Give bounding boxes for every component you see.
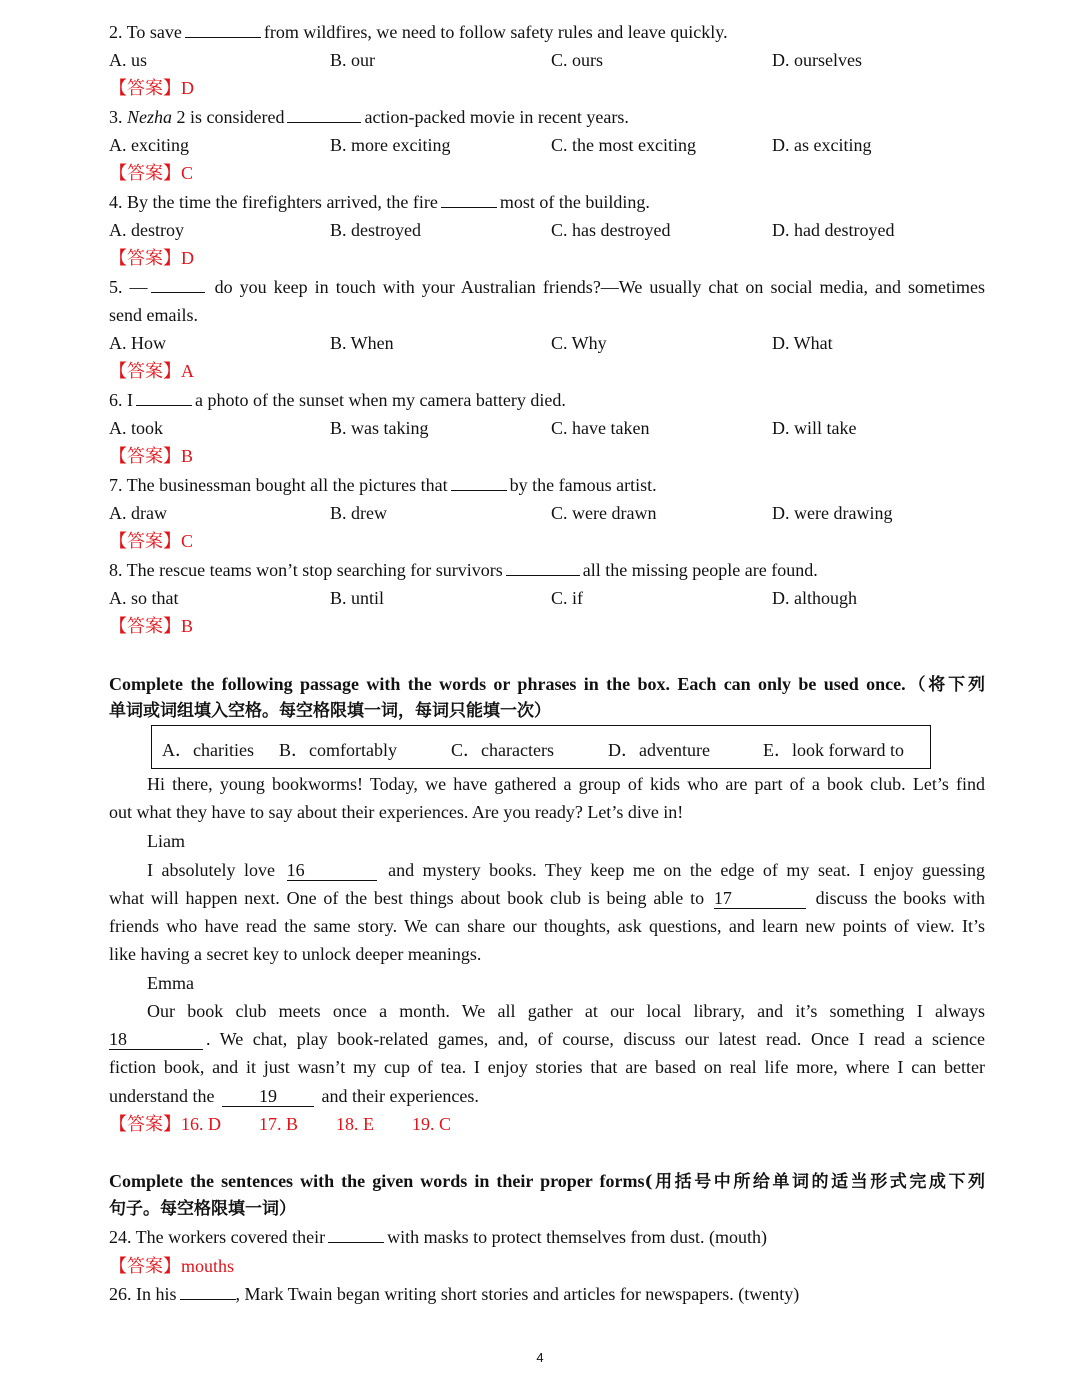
question-text: all the missing people are found. [582, 560, 818, 580]
option-c: C. Why [551, 333, 607, 353]
answer-blank [136, 389, 192, 406]
question-text: 6. I [109, 390, 133, 410]
question-text: do you keep in touch with your Australian friends?—We usually chat on social media, and sometimes [214, 277, 986, 297]
word-option-b: B．comfortably [279, 740, 397, 760]
question-text: a photo of the sunset when my camera battery died. [195, 390, 566, 410]
movie-title: Nezha [127, 107, 172, 127]
option-b: B. our [330, 50, 375, 70]
option-c: C. have taken [551, 418, 650, 438]
option-b: B. destroyed [330, 220, 421, 240]
question-text: 2 is considered [176, 107, 285, 127]
option-b: B. drew [330, 503, 387, 523]
question-text: 5. — [109, 277, 148, 297]
speaker-name: Emma [147, 973, 194, 993]
passage-line [109, 886, 985, 910]
question-7 [109, 473, 657, 497]
option-a: A. destroy [109, 220, 184, 240]
answer-key: 【答案】D [109, 248, 194, 268]
option-d: D. will take [772, 418, 857, 438]
blank-19: 19 [222, 1086, 314, 1107]
passage-line [147, 858, 985, 882]
speaker-name: Liam [147, 831, 185, 851]
option-c: C. were drawn [551, 503, 657, 523]
passage-text: and their experiences. [321, 1086, 479, 1106]
passage-text: discuss the books with [815, 888, 985, 908]
option-a: A. took [109, 418, 163, 438]
question-text: , Mark Twain began writing short stories and articles for newspapers. (twenty) [235, 1284, 800, 1304]
passage-text: what will happen next. One of the best things about book club is being able to [109, 888, 705, 908]
passage-text: understand the [109, 1086, 215, 1106]
option-b: B. was taking [330, 418, 429, 438]
option-a: A. so that [109, 588, 179, 608]
question-text: 8. The rescue teams won’t stop searching for survivors [109, 560, 503, 580]
option-b: B. When [330, 333, 394, 353]
blank-17: 17 [714, 888, 806, 909]
answer-blank [451, 474, 507, 491]
option-a: A. How [109, 333, 166, 353]
answer-key: 【答案】C [109, 163, 194, 183]
option-c: C. if [551, 588, 584, 608]
word-option-c: C．characters [451, 740, 554, 760]
instruction-cn-continued: 句子。每空格限填一词） [109, 1199, 296, 1219]
question-text: 2. To save [109, 22, 182, 42]
question-text: by the famous artist. [509, 475, 657, 495]
section2-instruction [109, 672, 985, 697]
word-option-d: D．adventure [608, 740, 710, 760]
answer-blank [441, 191, 497, 208]
blank-18: 18 [109, 1029, 203, 1050]
question-text: from wildfires, we need to follow safety rules and leave quickly. [263, 22, 728, 42]
word-option-e: E．look forward to [763, 740, 904, 760]
answer-key: 【答案】mouths [109, 1256, 235, 1276]
passage-intro-continued: out what they have to say about their experiences. Are you ready? Let’s dive in! [109, 802, 684, 822]
passage-line: like having a secret key to unlock deeper meanings. [109, 944, 482, 964]
option-d: D. had destroyed [772, 220, 895, 240]
question-4 [109, 190, 650, 214]
question-text: 7. The businessman bought all the pictures that [109, 475, 448, 495]
option-d: D. What [772, 333, 833, 353]
instruction-cn: (用括号中所给单词的适当形式完成下列 [644, 1172, 986, 1192]
question-26 [109, 1282, 799, 1306]
answer-key: 【答案】B [109, 446, 194, 466]
question-6 [109, 388, 566, 412]
option-b: B. until [330, 588, 385, 608]
option-a: A. exciting [109, 135, 189, 155]
answer-blank [328, 1226, 384, 1243]
option-c: C. the most exciting [551, 135, 696, 155]
answer-blank [185, 21, 261, 38]
question-text-continued: send emails. [109, 305, 198, 325]
answer-blank [287, 106, 361, 123]
word-option-a: A．charities [162, 740, 254, 760]
passage-line [109, 1084, 479, 1108]
option-c: C. ours [551, 50, 604, 70]
question-24 [109, 1225, 767, 1249]
instruction-en: Complete the sentences with the given words in their proper forms [109, 1171, 645, 1191]
question-text: with masks to protect themselves from dust. (mouth) [387, 1227, 768, 1247]
passage-line: fiction book, and it just wasn’t my cup of tea. I enjoy stories that are based on real life more, where I can better [109, 1057, 985, 1077]
question-3 [109, 105, 629, 129]
passage-line [109, 1027, 985, 1051]
option-c: C. has destroyed [551, 220, 671, 240]
answer-blank [506, 559, 580, 576]
question-text: action-packed movie in recent years. [364, 107, 629, 127]
passage-answer-key [109, 1112, 489, 1136]
passage-intro: Hi there, young bookworms! Today, we have gathered a group of kids who are part of a book club. Let’s find [147, 774, 985, 794]
answer-key: 【答案】B [109, 616, 194, 636]
question-number: 3. [109, 107, 123, 127]
answer-key: 【答案】C [109, 531, 194, 551]
question-text: 24. The workers covered their [109, 1227, 326, 1247]
instruction-cn: （将下列 [905, 675, 985, 695]
question-text: 26. In his [109, 1284, 177, 1304]
question-2 [109, 20, 728, 44]
answer-17: 17. B [259, 1114, 299, 1134]
question-8 [109, 558, 818, 582]
page-number: 4 [536, 1350, 544, 1365]
blank-16: 16 [287, 860, 377, 881]
option-a: A. us [109, 50, 148, 70]
option-d: D. were drawing [772, 503, 893, 523]
question-text: most of the building. [499, 192, 650, 212]
passage-line: friends who have read the same story. We can share our thoughts, ask questions, and learn new points of view. It’s [109, 916, 985, 936]
answer-16: 【答案】16. D [109, 1114, 221, 1134]
passage-text: I absolutely love [147, 860, 276, 880]
answer-blank [151, 276, 205, 293]
answer-18: 18. E [336, 1114, 375, 1134]
option-b: B. more exciting [330, 135, 451, 155]
question-5 [109, 275, 985, 299]
passage-text: . We chat, play book-related games, and, of course, discuss our latest read. Once I read a science [206, 1029, 985, 1049]
option-d: D. as exciting [772, 135, 872, 155]
option-d: D. ourselves [772, 50, 862, 70]
section3-instruction [109, 1169, 985, 1194]
option-a: A. draw [109, 503, 167, 523]
answer-19: 19. C [412, 1114, 452, 1134]
answer-key: 【答案】D [109, 78, 194, 98]
passage-line: Our book club meets once a month. We all gather at our local library, and it’s something I always [147, 1001, 985, 1021]
answer-blank [180, 1283, 236, 1300]
instruction-cn-continued: 单词或词组填入空格。每空格限填一词，每词只能填一次） [109, 701, 551, 721]
instruction-en: Complete the following passage with the words or phrases in the box. Each can only be used once. [109, 674, 906, 694]
answer-key: 【答案】A [109, 361, 194, 381]
passage-text: and mystery books. They keep me on the edge of my seat. I enjoy guessing [388, 860, 986, 880]
question-text: 4. By the time the firefighters arrived, the fire [109, 192, 438, 212]
word-box [151, 725, 931, 769]
option-d: D. although [772, 588, 857, 608]
